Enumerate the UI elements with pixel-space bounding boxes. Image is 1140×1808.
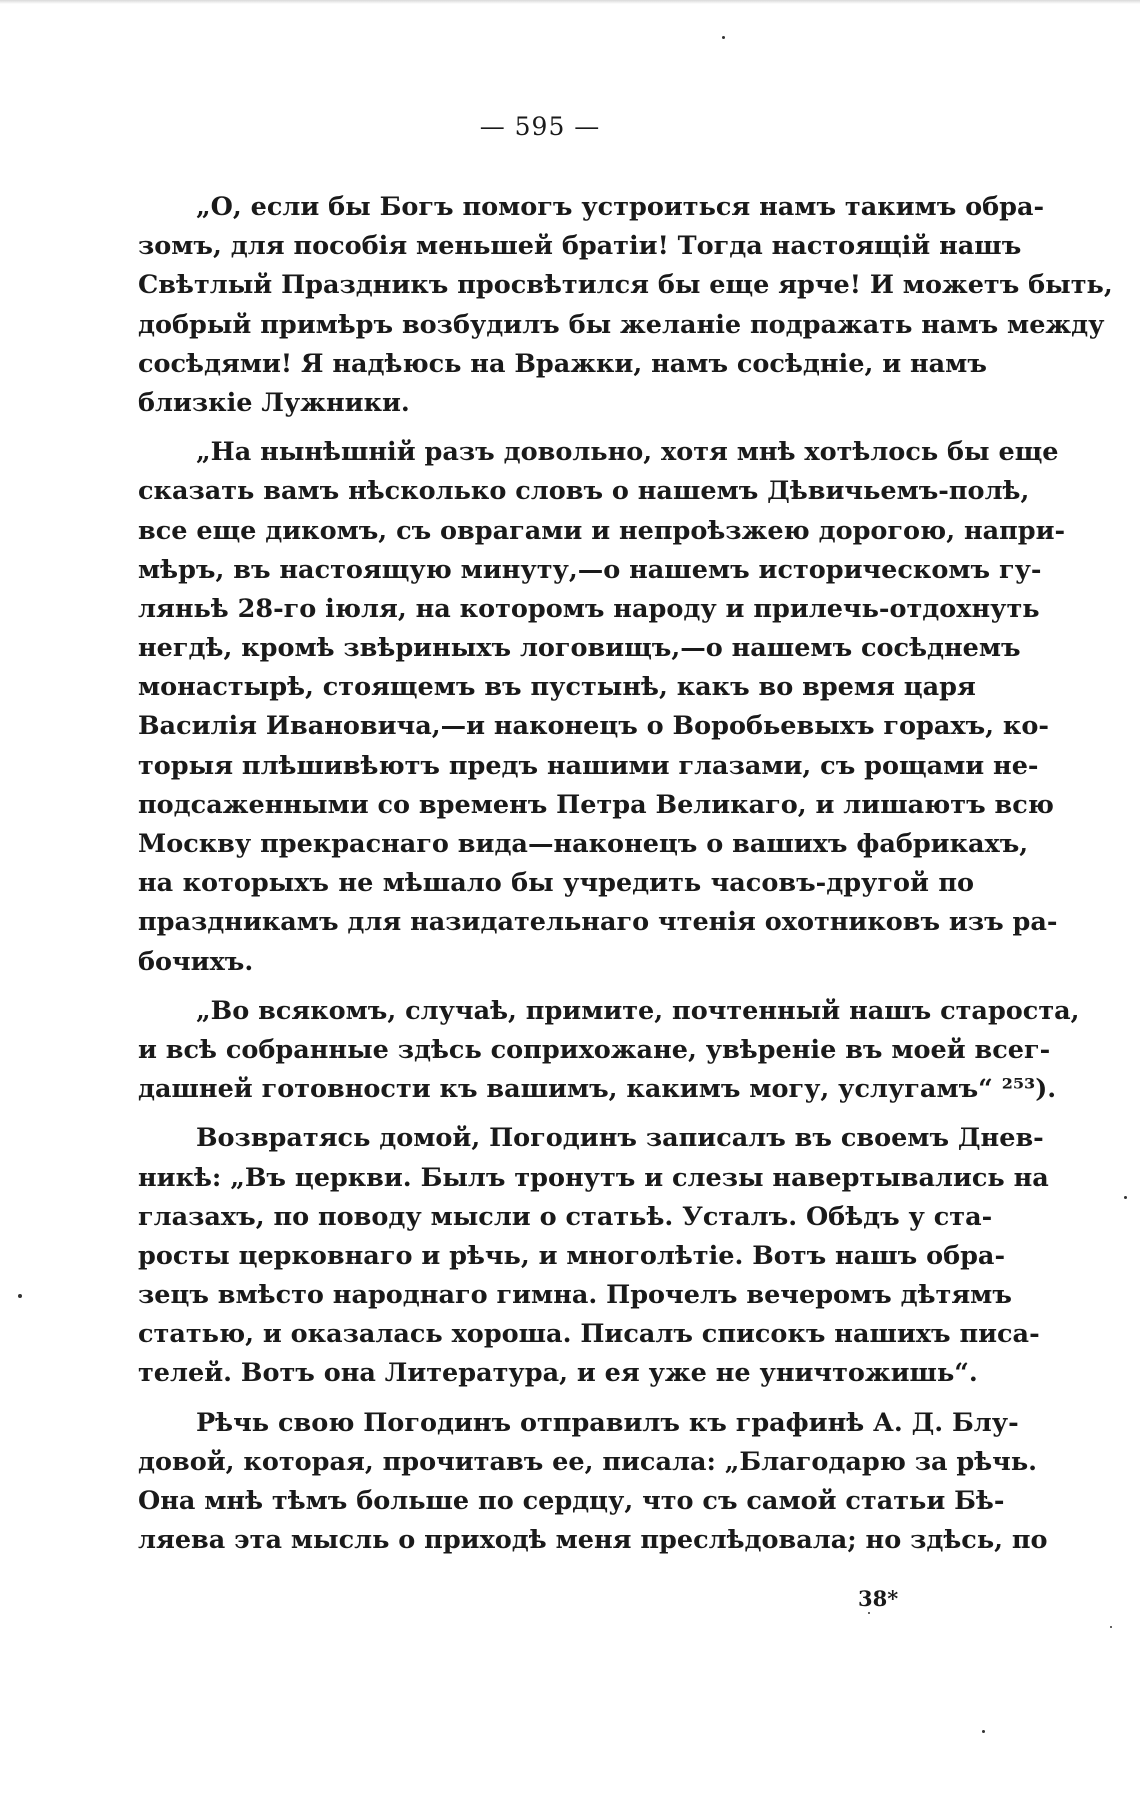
text-line: „На нынѣшній разъ довольно, хотя мнѣ хотѣлось бы еще — [196, 437, 1059, 468]
text-line: телей. Вотъ она Литература, и ея уже не уничтожишь“. — [138, 1358, 978, 1389]
text-line: праздникамъ для назидательнаго чтенія охотниковъ изъ ра- — [138, 907, 1058, 938]
text-line: никѣ: „Въ церкви. Былъ тронутъ и слезы навертывались на — [138, 1162, 1049, 1193]
text-line: и всѣ собранные здѣсь соприхожане, увѣреніе въ моей всег- — [138, 1034, 1051, 1065]
text-line: все еще дикомъ, съ оврагами и непроѣзжею дорогою, напри- — [138, 515, 1066, 546]
text-line: „Во всякомъ, случаѣ, примите, почтенный нашъ староста, — [196, 995, 1080, 1026]
scan-top-edge — [0, 0, 1140, 4]
text-line: на которыхъ не мѣшало бы учредить часовъ-другой по — [138, 868, 974, 899]
text-line: Василія Ивановича,—и наконецъ о Воробьевыхъ горахъ, ко- — [138, 711, 1049, 742]
text-line: подсаженными со временъ Петра Великаго, и лишаютъ всю — [138, 789, 1054, 820]
text-line: сказать вамъ нѣсколько словъ о нашемъ Дѣвичьемъ-полѣ, — [138, 476, 1030, 507]
text-line: „О, если бы Богъ помогъ устроиться намъ такимъ обра- — [196, 192, 1045, 222]
signature-mark: 38* — [858, 1586, 899, 1611]
text-line: негдѣ, кромѣ звѣриныхъ логовищъ,—о нашемъ сосѣднемъ — [138, 633, 1021, 664]
text-line: ляева эта мысль о приходѣ меня преслѣдовала; но здѣсь, по — [138, 1525, 1048, 1556]
page-number: — 595 — — [479, 112, 601, 141]
text-line: Москву прекраснаго вида—наконецъ о вашихъ фабрикахъ, — [138, 829, 1029, 859]
scan-speck — [1124, 1196, 1127, 1199]
text-line: ляньѣ 28-го іюля, на которомъ народу и прилечь-отдохнуть — [138, 593, 1040, 624]
text-line: дашней готовности къ вашимъ, какимъ могу, услугамъ“ ²⁵³). — [138, 1074, 1057, 1105]
text-line: Возвратясь домой, Погодинъ записалъ въ своемъ Днев- — [196, 1123, 1044, 1154]
scan-speck — [722, 36, 725, 39]
text-line: близкіе Лужники. — [138, 387, 410, 418]
text-line: Свѣтлый Праздникъ просвѣтился бы еще ярче! И можетъ быть, — [138, 270, 1113, 301]
text-line: Она мнѣ тѣмъ больше по сердцу, что съ самой статьи Бѣ- — [138, 1486, 1005, 1516]
scan-speck — [868, 1612, 870, 1614]
text-line: зомъ, для пособія меньшей братіи! Тогда настоящій нашъ — [138, 231, 1022, 262]
text-line: зецъ вмѣсто народнаго гимна. Прочелъ вечеромъ дѣтямъ — [138, 1280, 1012, 1311]
body-text — [138, 188, 1113, 1560]
text-line: Рѣчь свою Погодинъ отправилъ къ графинѣ А. Д. Блу- — [196, 1407, 1019, 1438]
scan-speck — [1110, 1626, 1112, 1628]
scan-speck — [18, 1294, 22, 1298]
text-line: глазахъ, по поводу мысли о статьѣ. Усталъ. Обѣдъ у ста- — [138, 1201, 993, 1232]
text-line: бочихъ. — [138, 946, 254, 977]
scan-speck — [982, 1730, 985, 1733]
text-line: статью, и оказалась хороша. Писалъ списокъ нашихъ писа- — [138, 1319, 1040, 1350]
text-line: росты церковнаго и рѣчь, и многолѣтіе. Вотъ нашъ обра- — [138, 1240, 1006, 1271]
text-line: монастырѣ, стоящемъ въ пустынѣ, какъ во время царя — [138, 672, 976, 703]
text-line: сосѣдями! Я надѣюсь на Вражки, намъ сосѣдніе, и намъ — [138, 348, 987, 379]
text-line: мѣръ, въ настоящую минуту,—о нашемъ историческомъ гу- — [138, 554, 1042, 585]
text-line: торыя плѣшивѣютъ предъ нашими глазами, съ рощами не- — [138, 750, 1039, 781]
text-line: добрый примѣръ возбудилъ бы желаніе подражать намъ между — [138, 309, 1105, 340]
text-line: довой, которая, прочитавъ ее, писала: „Благодарю за рѣчь. — [138, 1446, 1038, 1477]
